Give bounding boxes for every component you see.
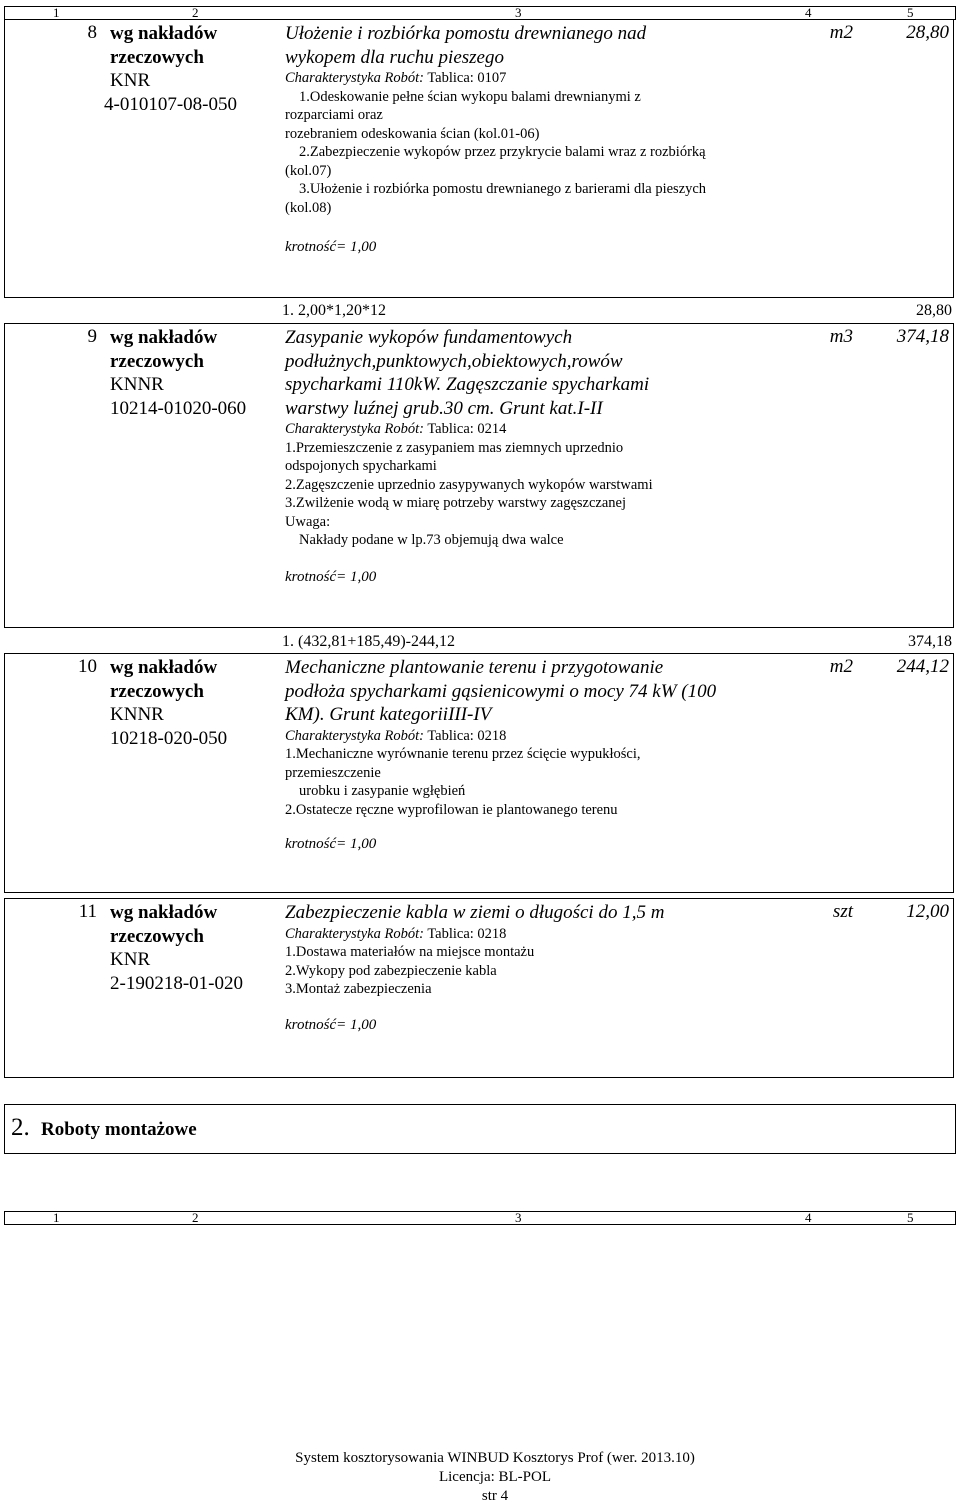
krotnosc: krotność= 1,00 xyxy=(285,1017,377,1033)
entry-title: Zasypanie wykopów fundamentowych xyxy=(285,327,573,348)
basis-catalog: KNNR xyxy=(110,704,164,725)
section-number: 2. xyxy=(11,1114,30,1141)
desc-line: 1.Mechaniczne wyrównanie terenu przez ścięcie wypukłości, xyxy=(285,746,641,762)
desc-line: odspojonych spycharkami xyxy=(285,458,437,474)
desc-line: rozparciami oraz xyxy=(285,107,383,123)
entry-title: Zabezpieczenie kabla w ziemi o długości do 1,5 m xyxy=(285,902,665,923)
col-header-3: 3 xyxy=(515,5,522,20)
entry-10 xyxy=(4,653,954,893)
entry-unit: m2 xyxy=(829,22,853,43)
basis-catalog: KNNR xyxy=(110,374,164,395)
entry-title: wykopem dla ruchu pieszego xyxy=(285,46,504,68)
entry-unit: m3 xyxy=(829,326,853,347)
calc-result-9: 374,18 xyxy=(908,633,952,650)
calc-line-9: 1. (432,81+185,49)-244,12 xyxy=(282,633,456,650)
table-header-top xyxy=(4,6,956,20)
col-header-5: 5 xyxy=(907,1210,914,1225)
entry-unit: szt xyxy=(832,901,853,922)
entry-title: podłoża spycharkami gąsienicowymi o mocy 74 kW (100 xyxy=(285,680,717,702)
footer-page-number: str 4 xyxy=(481,1488,509,1504)
desc-line: rozebraniem odeskowania ścian (kol.01-06) xyxy=(285,125,540,142)
characteristics: Charakterystyka Robót: Tablica: 0214 xyxy=(285,421,507,437)
desc-line: 2.Wykopy pod zabezpieczenie kabla xyxy=(285,962,497,979)
basis-line: wg nakładów xyxy=(110,902,218,923)
basis-line: wg nakładów xyxy=(110,23,218,44)
entry-quantity: 12,00 xyxy=(906,901,949,922)
col-header-1: 1 xyxy=(53,5,60,20)
entry-9 xyxy=(4,323,954,628)
entry-title: spycharkami 110kW. Zagęszczanie spycharkami xyxy=(285,374,650,395)
entry-lp: 8 xyxy=(87,22,97,43)
entry-basis xyxy=(110,326,275,420)
characteristics: Charakterystyka Robót: Tablica: 0218 xyxy=(285,727,507,744)
basis-line: rzeczowych xyxy=(110,925,204,947)
basis-line: rzeczowych xyxy=(110,350,204,372)
col-header-3: 3 xyxy=(515,1210,522,1225)
basis-catalog: KNR xyxy=(110,949,151,970)
entry-basis xyxy=(110,656,275,750)
desc-line: (kol.08) xyxy=(285,199,332,216)
basis-code: 4-010107-08-050 xyxy=(104,93,237,115)
col-header-4: 4 xyxy=(805,5,812,20)
desc-line: Nakłady podane w lp.73 objemują dwa walce xyxy=(299,532,564,548)
entry-8 xyxy=(4,19,954,298)
krotnosc: krotność= 1,00 xyxy=(285,569,377,585)
desc-line: 3.Montaż zabezpieczenia xyxy=(285,981,432,997)
desc-line: 2.Ostatecze ręczne wyprofilowan ie plantowanego terenu xyxy=(285,801,618,818)
krotnosc: krotność= 1,00 xyxy=(285,836,377,852)
entry-title: warstwy luźnej grub.30 cm. Grunt kat.I-II xyxy=(285,397,603,419)
desc-line: Uwaga: xyxy=(285,513,331,530)
entry-11 xyxy=(4,898,954,1078)
entry-quantity: 374,18 xyxy=(896,326,949,347)
entry-lp: 10 xyxy=(78,656,97,677)
basis-code: 10214-01020-060 xyxy=(110,397,247,419)
desc-line: 1.Przemieszczenie z zasypaniem mas ziemnych uprzednio xyxy=(285,439,624,456)
col-header-4: 4 xyxy=(805,1210,812,1225)
entry-title: Mechaniczne plantowanie terenu i przygotowanie xyxy=(285,657,664,678)
desc-line: (kol.07) xyxy=(285,162,332,179)
col-header-2: 2 xyxy=(192,5,199,20)
table-header-bottom xyxy=(4,1211,956,1225)
calc-result-8: 28,80 xyxy=(916,302,952,319)
entry-description xyxy=(285,901,763,999)
basis-code: 2-190218-01-020 xyxy=(110,972,243,994)
desc-line: urobku i zasypanie wgłębień xyxy=(299,783,466,799)
entry-unit: m2 xyxy=(829,656,853,677)
basis-line: rzeczowych xyxy=(110,46,204,68)
desc-line: 2.Zagęszczenie uprzednio zasypywanych wykopów warstwami xyxy=(285,476,653,493)
entry-title: KM). Grunt kategoriiIII-IV xyxy=(285,704,492,725)
desc-line: 3.Zwilżenie wodą w miarę potrzeby warstwy zagęszczanej xyxy=(285,495,626,511)
section-heading xyxy=(4,1104,956,1154)
basis-code: 10218-020-050 xyxy=(110,727,228,749)
desc-line: przemieszczenie xyxy=(285,764,381,781)
entry-description xyxy=(285,22,763,217)
entry-description xyxy=(285,326,763,550)
desc-line: 2.Zabezpieczenie wykopów przez przykrycie balami wraz z rozbiórką xyxy=(299,144,706,160)
characteristics: Charakterystyka Robót: Tablica: 0218 xyxy=(285,925,507,942)
entry-quantity: 244,12 xyxy=(896,656,949,677)
entry-basis xyxy=(104,22,275,116)
entry-title: podłużnych,punktowych,obiektowych,rowów xyxy=(285,350,623,372)
krotnosc: krotność= 1,00 xyxy=(285,239,377,255)
desc-line: 3.Ułożenie i rozbiórka pomostu drewnianego z barierami dla pieszych xyxy=(299,181,707,197)
entry-quantity: 28,80 xyxy=(906,22,949,43)
col-header-1: 1 xyxy=(53,1210,60,1225)
entry-title: Ułożenie i rozbiórka pomostu drewnianego nad xyxy=(285,23,647,44)
col-header-5: 5 xyxy=(907,5,914,20)
entry-basis xyxy=(110,901,275,995)
calc-line-8: 1. 2,00*1,20*12 xyxy=(282,302,386,319)
characteristics: Charakterystyka Robót: Tablica: 0107 xyxy=(285,70,507,86)
basis-catalog: KNR xyxy=(110,70,151,91)
footer-system: System kosztorysowania WINBUD Kosztorys Prof (wer. 2013.10) xyxy=(295,1450,695,1466)
desc-line: 1.Odeskowanie pełne ścian wykopu balami drewnianymi z xyxy=(299,88,641,105)
col-header-2: 2 xyxy=(192,1210,199,1225)
basis-line: rzeczowych xyxy=(110,680,204,702)
footer-license: Licencja: BL-POL xyxy=(438,1469,552,1485)
entry-lp: 9 xyxy=(87,326,97,347)
entry-lp: 11 xyxy=(78,901,97,922)
desc-line: 1.Dostawa materiałów na miejsce montażu xyxy=(285,944,535,960)
basis-line: wg nakładów xyxy=(110,657,218,678)
section-title: Roboty montażowe xyxy=(41,1119,197,1140)
entry-description xyxy=(285,656,763,819)
basis-line: wg nakładów xyxy=(110,327,218,348)
